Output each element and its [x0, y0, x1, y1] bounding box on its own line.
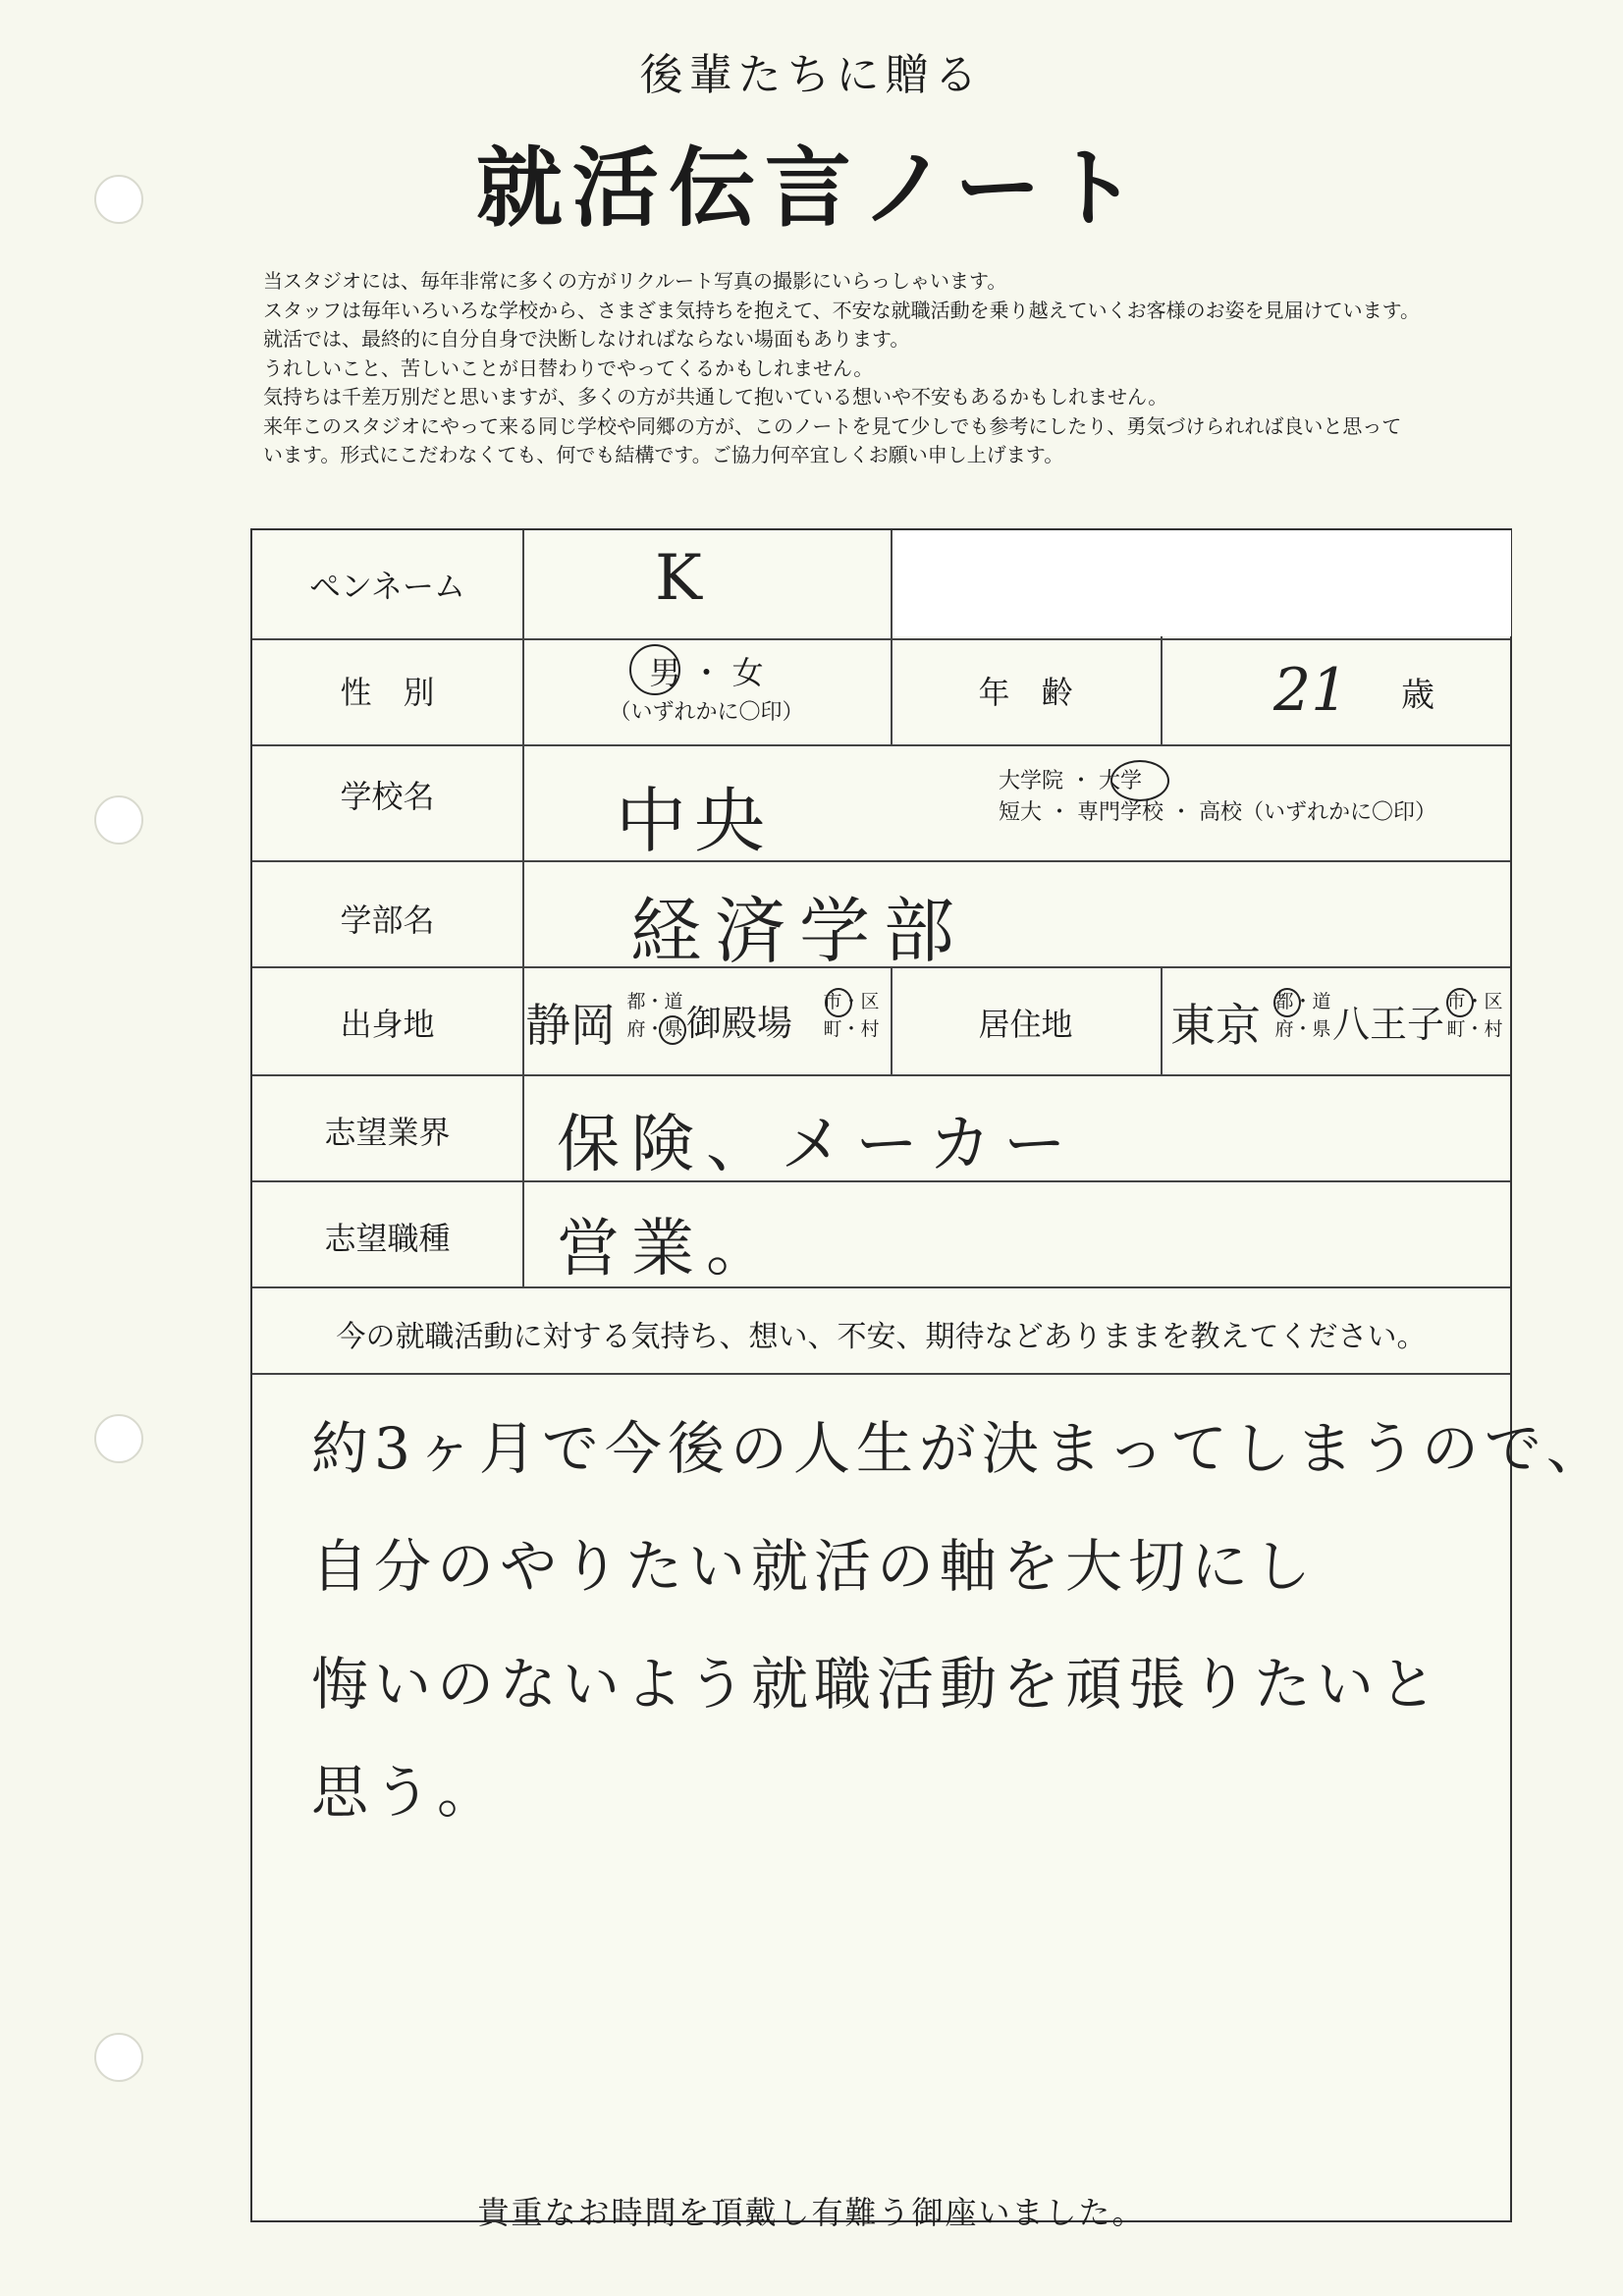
answer-line: 約3ヶ月で今後の人生が決まってしまうので、: [311, 1415, 1609, 1482]
hometown-pref: 静岡: [525, 999, 616, 1052]
school-types-line1: 大学院 ・ 大学: [999, 769, 1142, 793]
answer-line: 思う。: [311, 1759, 501, 1826]
row-penname: [252, 530, 1510, 640]
hometown-city: 御殿場: [686, 1004, 793, 1044]
residence-city-suffix: 市・区: [1446, 991, 1503, 1012]
intro-line: スタッフは毎年いろいろな学校から、さまざま気持ちを抱えて、不安な就職活動を乗り越えていくお客様のお姿を見届けています。: [263, 298, 1420, 322]
page-subtitle: 後輩たちに贈る: [639, 50, 984, 100]
intro-line: 来年このスタジオにやって来る同じ学校や同郷の方が、このノートを見て少しでも参考にしたり、勇気づけられれば良いと思って: [263, 413, 1402, 438]
industry-label: 志望業界: [324, 1114, 451, 1151]
city-selected-circle: [1446, 988, 1474, 1017]
punch-hole: [94, 795, 143, 845]
intro-line: います。形式にこだわなくても、何でも結構です。ご協力何卒宜しくお願い申し上げます。: [263, 443, 1064, 466]
redacted-area: [893, 530, 1511, 636]
school-value: 中央: [616, 780, 774, 862]
residence-pref-suffix: 都・道: [1274, 991, 1331, 1012]
intro-text: [263, 267, 1598, 470]
penname-label: ペンネーム: [308, 568, 466, 605]
faculty-label: 学部名: [340, 902, 435, 939]
intro-line: うれしいこと、苦しいことが日替わりでやってくるかもしれません。: [263, 355, 874, 380]
faculty-value: 経済学部: [630, 890, 969, 972]
page-footer: 貴重なお時間を頂戴し有難う御座いました。: [477, 2194, 1146, 2231]
school-selected-circle: [1110, 760, 1169, 801]
age-value: 21: [1273, 656, 1349, 725]
hometown-city-suffix: 町・村: [823, 1018, 880, 1040]
school-types-line2: 短大 ・ 専門学校 ・ 高校（いずれかに〇印）: [999, 800, 1436, 825]
row-faculty: [252, 860, 1510, 972]
row-hometown-residence: [252, 966, 1510, 1076]
school-label: 学校名: [340, 778, 435, 815]
residence-pref: 東京: [1170, 999, 1261, 1052]
answer-line: 自分のやりたい就活の軸を大切にし: [311, 1533, 1318, 1600]
industry-value: 保険、メーカー: [557, 1109, 1078, 1181]
pref-selected-circle: [1273, 988, 1301, 1017]
age-unit: 歳: [1401, 676, 1434, 715]
intro-line: 就活では、最終的に自分自身で決断しなければならない場面もあります。: [263, 327, 910, 351]
hometown-pref-suffix: 府・県: [626, 1018, 683, 1040]
penname-value: K: [655, 542, 702, 615]
page-title: 就活伝言ノート: [475, 137, 1148, 239]
gender-selected-circle: [629, 644, 680, 695]
row-gender-age: [252, 638, 1510, 746]
gender-note: （いずれかに〇印）: [609, 700, 804, 725]
row-job: [252, 1180, 1510, 1288]
hometown-city-suffix: 市・区: [823, 991, 880, 1012]
gender-label: 性 別: [340, 674, 435, 711]
intro-line: 当スタジオには、毎年非常に多くの方がリクルート写真の撮影にいらっしゃいます。: [263, 269, 1007, 293]
row-school: [252, 744, 1510, 862]
answer-line: 悔いのないよう就職活動を頑張りたいと: [311, 1651, 1443, 1718]
job-label: 志望職種: [324, 1220, 451, 1257]
job-value: 営業。: [557, 1213, 781, 1285]
age-label: 年 齢: [978, 674, 1073, 711]
hometown-label: 出身地: [340, 1006, 435, 1043]
row-industry: [252, 1074, 1510, 1182]
hometown-pref-suffix: 都・道: [626, 991, 683, 1012]
pref-selected-circle: [659, 1015, 686, 1045]
residence-city-suffix: 町・村: [1446, 1018, 1503, 1040]
city-selected-circle: [825, 988, 852, 1017]
gender-options: 男 ・ 女: [649, 654, 764, 691]
residence-pref-suffix: 府・県: [1274, 1018, 1331, 1040]
punch-hole: [94, 1414, 143, 1463]
question-text: 今の就職活動に対する気持ち、想い、不安、期待などありままを教えてください。: [336, 1320, 1427, 1354]
profile-form: [250, 528, 1609, 2222]
residence-label: 居住地: [978, 1006, 1073, 1043]
intro-line: 気持ちは千差万別だと思いますが、多くの方が共通して抱いている想いや不安もあるかもしれません。: [263, 385, 1168, 409]
row-question: [252, 1286, 1510, 1375]
residence-city: 八王子: [1332, 1003, 1445, 1046]
punch-hole: [94, 2033, 143, 2082]
